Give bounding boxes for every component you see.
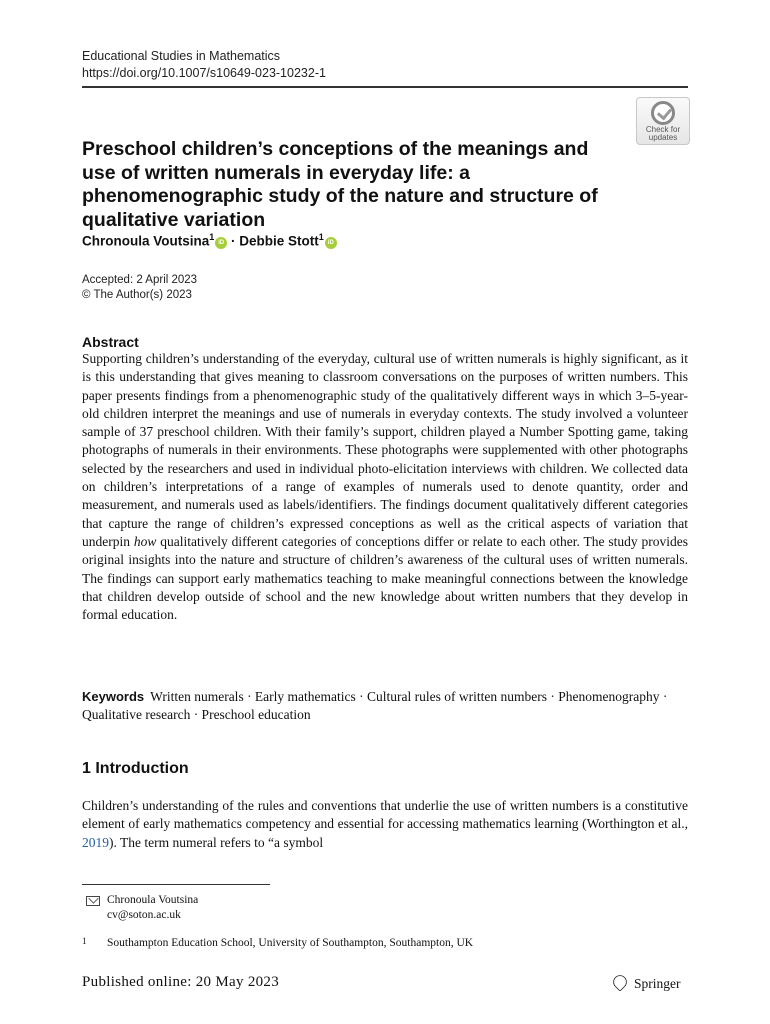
check-for-updates-icon [651,101,675,125]
keywords-label: Keywords [82,689,145,704]
author-affil-mark: 1 [318,232,324,242]
orcid-icon[interactable]: iD [215,237,227,249]
journal-header [82,48,326,82]
abstract-heading: Abstract [82,334,139,350]
corresponding-author-email[interactable]: cv@soton.ac.uk [107,909,181,921]
badge-line-1: Check for [645,125,681,134]
copyright-line: © The Author(s) 2023 [82,289,192,301]
badge-line-2: updates [648,133,678,142]
affiliation: Southampton Education School, University of Southampton, Southampton, UK [107,937,474,949]
corresponding-author-name: Chronoula Voutsina [107,894,199,906]
author-separator: · [227,233,240,249]
citation-link[interactable]: 2019 [82,834,109,850]
abstract-text-2: qualitatively different categories of conceptions differ or relate to each other. The study provides original insights into the nature and structure of children’s awareness of the cultural uses of written numerals. The findings can support early mathematics teaching to make meaningful connections between the knowledge that children develop outside of school and the new knowledge about written numbers that they develop in formal education. [82,533,688,623]
keywords [82,688,688,725]
accepted-date: Accepted: 2 April 2023 [82,274,198,286]
author-name[interactable]: Chronoula Voutsina [82,233,210,249]
publisher-name: Springer [634,976,681,991]
affiliation-number: 1 [82,936,87,946]
introduction-paragraph [82,797,688,852]
article-dates [82,273,197,303]
check-for-updates-badge[interactable] [636,97,690,145]
header-rule [82,86,688,88]
doi-link[interactable]: https://doi.org/10.1007/s10649-023-10232-1 [82,66,326,80]
intro-text-2: ). The term numeral refers to “a symbol [109,834,324,850]
author-name[interactable]: Debbie Stott [239,233,319,249]
intro-text-1: Children’s understanding of the rules and conventions that underlie the use of written numbers is a constitutive element of early mathematics competency and essential for accessing mathematics learning (Worthington et al., [82,798,688,832]
section-heading-introduction: 1 Introduction [82,760,189,777]
orcid-icon[interactable]: iD [325,237,337,249]
paper-title: Preschool children’s conceptions of the meanings and use of written numerals in everyday life: a phenomenographic study of the nature and structure of qualitative variation [82,138,598,231]
envelope-icon [86,896,100,906]
springer-horse-icon [610,972,629,991]
author-affil-mark: 1 [209,232,215,242]
abstract-body [82,350,688,624]
keywords-list: Written numerals · Early mathematics · Cultural rules of written numbers · Phenomenography · Qualitative research · Preschool education [82,689,668,723]
journal-name: Educational Studies in Mathematics [82,49,281,63]
footnote-rule [82,884,270,885]
publisher-logo [612,974,681,992]
abstract-text-1: Supporting children’s understanding of the everyday, cultural use of written numerals is highly significant, as it is this understanding that gives meaning to classroom conversations on the purposes of written numbers. This paper presents findings from a phenomenographic study of the qualitatively different ways in which 3–5-year-old children interpret the meanings and use of numerals in everyday contexts. The study involved a volunteer sample of 37 preschool children. With their family’s support, children played a Number Spotting game, taking photographs of numerals in their environments. These photographs were supplemented with other photographs selected by the researchers and used in individual photo-elicitation interviews with children. We collected data on children’s interpretations of a range of examples of numerals used to denote quantity, order and measurement, and numerals used as labels/identifiers. The findings document qualitatively different categories that capture the range of children’s expressed conceptions as well as the critical aspects of variation that underpin [82,351,688,549]
author-list [82,232,337,249]
abstract-emphasis: how [133,533,157,549]
published-online-date: Published online: 20 May 2023 [82,974,280,990]
corresponding-author [107,893,198,923]
